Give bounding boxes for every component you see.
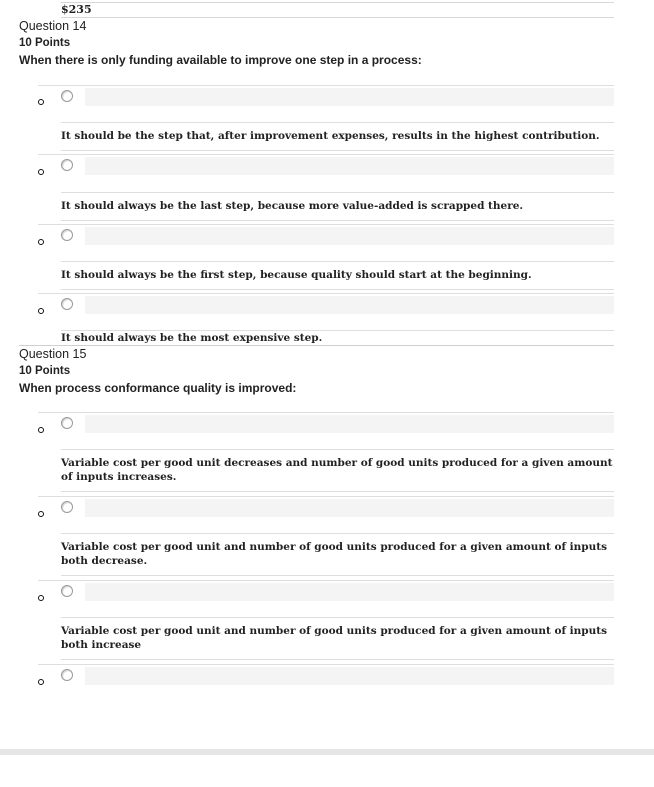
question-15-header [19,346,296,397]
radio-button[interactable] [61,585,73,597]
answer-option-label: It should be the step that, after improvement expenses, results in the highest contribution. [61,122,614,151]
radio-row[interactable] [38,154,614,175]
bullet-icon [38,511,45,518]
answer-option-label: Variable cost per good unit and number of good units produced for a given amount of inputs both increase [61,617,614,660]
radio-button[interactable] [61,90,73,102]
answer-option-label: Variable cost per good unit decreases and number of good units produced for a given amount of inputs increases. [61,449,614,492]
question-points: 10 Points [19,37,71,49]
radio-button[interactable] [61,229,73,241]
radio-button[interactable] [61,417,73,429]
bullet-icon [38,99,45,106]
bullet-icon [38,679,45,686]
bullet-icon [38,595,45,602]
radio-button[interactable] [61,501,73,513]
question-prompt: When process conformance quality is improved: [19,381,297,395]
answer-option-label: Variable cost per good unit and number of good units produced for a given amount of inputs both decrease. [61,533,614,576]
bullet-icon [38,169,45,176]
bullet-icon [38,239,45,246]
footer-bar [0,749,654,755]
radio-row[interactable] [38,496,614,517]
radio-button[interactable] [61,298,73,310]
radio-row[interactable] [38,85,614,106]
answer-option-label: It should always be the last step, because more value-added is scrapped there. [61,192,614,221]
radio-row[interactable] [38,293,614,314]
bullet-icon [38,308,45,315]
radio-button[interactable] [61,669,73,681]
radio-row[interactable] [38,412,614,433]
bullet-icon [38,427,45,434]
radio-button[interactable] [61,159,73,171]
previous-answer-text: $235 [61,2,614,18]
question-points: 10 Points [19,365,71,377]
question-prompt: When there is only funding available to improve one step in a process: [19,53,422,67]
answer-option-label: It should always be the most expensive step. [61,330,614,344]
radio-row[interactable] [38,224,614,245]
question-number: Question 14 [19,19,87,33]
radio-row[interactable] [38,580,614,601]
question-14-header [19,18,422,69]
answer-option-label: It should always be the first step, because quality should start at the beginning. [61,261,614,290]
radio-row[interactable] [38,664,614,685]
question-number: Question 15 [19,347,87,361]
